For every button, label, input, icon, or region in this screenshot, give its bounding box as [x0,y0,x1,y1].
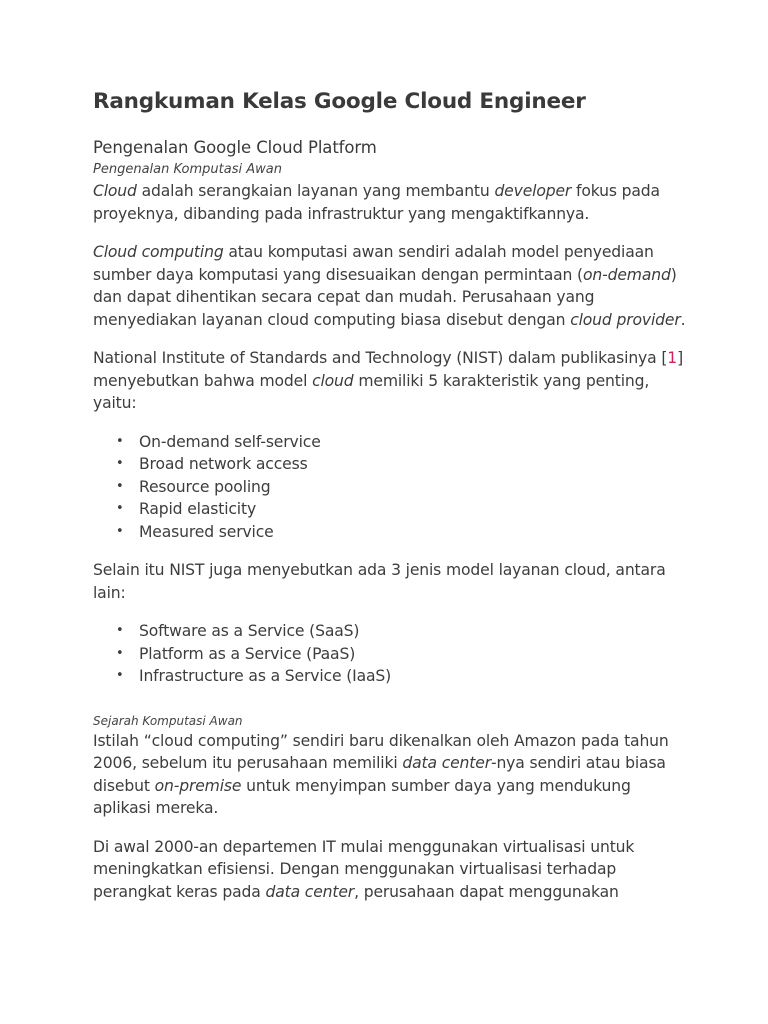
service-models-list [93,620,693,688]
list-item-text: On-demand self-service [139,432,321,451]
list-item-text: Platform as a Service (PaaS) [139,644,356,663]
emphasis-cloud: Cloud [93,182,137,200]
bullet-icon: • [116,433,124,449]
list-item [116,453,693,476]
emphasis-cloud-provider: cloud provider [570,310,681,329]
paragraph-cloud-definition [93,180,693,225]
emphasis-developer: developer [494,182,572,200]
paragraph-virtualization [93,836,693,904]
text-run: untuk menyimpan sumber daya yang mendukung aplikasi mereka. [93,776,631,817]
subsection-title: Pengenalan Komputasi Awan [93,162,282,177]
text-run: National Institute of Standards and Technology (NIST) dalam publikasinya [ [93,349,668,367]
subsection-title: Sejarah Komputasi Awan [93,713,243,728]
emphasis-on-demand: on-demand [583,265,671,284]
list-item [116,620,693,643]
reference-link[interactable]: 1 [667,349,678,367]
text-run: fokus pada proyeknya, dibanding pada infrastruktur yang mengaktifkannya. [93,182,660,223]
bullet-icon: • [116,478,124,494]
paragraph-history [93,730,693,820]
list-item [116,665,693,688]
bullet-icon: • [116,623,124,638]
list-item [116,431,693,454]
section-title: Pengenalan Google Cloud Platform [93,138,377,157]
emphasis-cloud-computing: Cloud computing [93,243,224,261]
list-item-text: Broad network access [139,455,308,473]
text-run: memiliki 5 karakteristik yang penting, yaitu: [93,371,650,412]
emphasis-data-center: data center [265,882,355,901]
emphasis-cloud: cloud [312,371,354,390]
text-run: Istilah “cloud computing” sendiri baru dikenalkan oleh Amazon pada tahun 2006, sebelum itu perusahaan memiliki [93,731,669,772]
text-run: ) dan dapat dihentikan secara cepat dan mudah. Perusahaan yang menyediakan layanan cloud computing biasa disebut dengan [93,265,677,329]
emphasis-on-premise: on-premise [154,776,242,795]
text-run: -nya sendiri atau biasa disebut [93,754,666,795]
characteristics-list [93,431,693,544]
paragraph-service-models-intro: Selain itu NIST juga menyebutkan ada 3 jenis model layanan cloud, antara lain: [93,561,666,602]
list-item-text: Resource pooling [139,477,271,496]
text-run: , perusahaan dapat menggunakan [354,882,619,901]
text-run: atau komputasi awan sendiri adalah model penyediaan sumber daya komputasi yang disesuaikan dengan permintaan ( [93,243,654,284]
bullet-icon: • [116,668,124,683]
text-run: ] menyebutkan bahwa model [93,349,684,390]
list-item-text: Rapid elasticity [139,500,257,518]
paragraph-nist [93,347,693,415]
text-run: adalah serangkaian layanan yang membantu [136,182,495,200]
bullet-icon: • [116,523,124,539]
bullet-icon: • [116,456,124,471]
text-run: . [680,310,686,329]
emphasis-data-center: data center [402,754,491,772]
text-run: Di awal 2000-an departemen IT mulai menggunakan virtualisasi untuk meningkatkan efisiensi. Dengan menggunakan virtualisasi terhadap perangkat keras pada [93,837,635,901]
list-item [116,643,693,666]
list-item [116,521,693,544]
bullet-icon: • [116,645,124,661]
page-title: Rangkuman Kelas Google Cloud Engineer [93,89,586,114]
paragraph-cloud-computing [93,241,693,331]
document-content [93,86,693,903]
bullet-icon: • [116,501,124,516]
list-item [116,498,693,521]
list-item-text: Infrastructure as a Service (IaaS) [139,667,392,685]
list-item [116,476,693,499]
list-item-text: Measured service [139,522,274,541]
list-item-text: Software as a Service (SaaS) [139,622,360,640]
